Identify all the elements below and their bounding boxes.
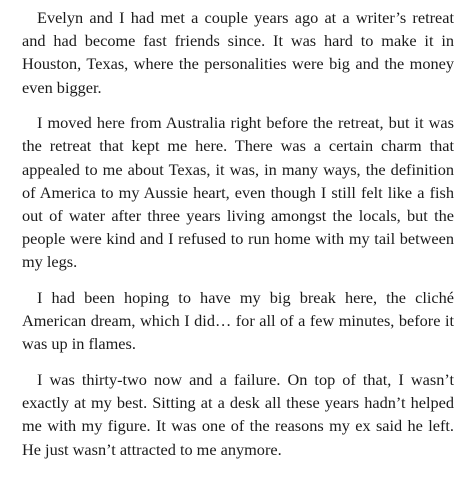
document-page — [22, 6, 454, 473]
paragraph-2: I moved here from Australia right before the retreat, but it was the retreat that kept me here. There was a certain charm that appealed to me about Texas, it was, in many ways, the definition of America to my Aussie heart, even though I still felt like a fish out of water after three years living amongst the locals, but the people were kind and I refused to run home with my tail between my legs. — [22, 113, 454, 272]
paragraph-3: I had been hoping to have my big break here, the cliché American dream, which I did… for all of a few minutes, before it was up in flames. — [22, 288, 454, 354]
paragraph-4: I was thirty-two now and a failure. On top of that, I wasn’t exactly at my best. Sitting at a desk all these years hadn’t helped me with my figure. It was one of the reasons my ex said he left. He just wasn’t attracted to me anymore. — [22, 370, 454, 459]
paragraph-1: Evelyn and I had met a couple years ago at a writer’s retreat and had become fast friends since. It was hard to make it in Houston, Texas, where the personalities were big and the money even bigger. — [22, 8, 454, 97]
